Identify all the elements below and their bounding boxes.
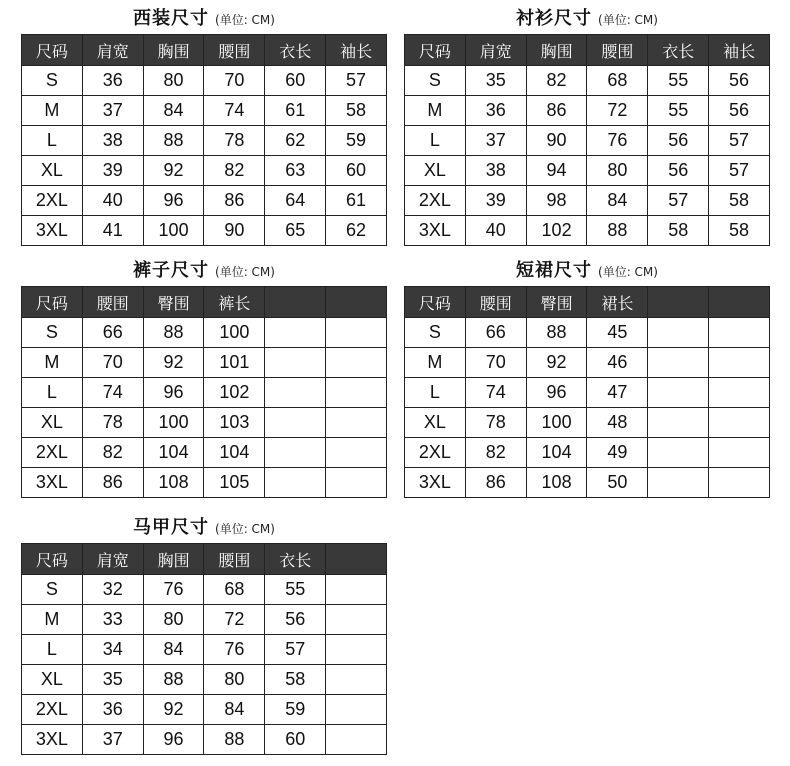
- measurement-cell: 102: [526, 216, 587, 246]
- measurement-cell: 68: [587, 66, 648, 96]
- measurement-cell: [326, 605, 387, 635]
- unit-label: (单位: CM): [598, 265, 658, 279]
- header-cell: 臀围: [143, 287, 204, 318]
- measurement-cell: 104: [143, 438, 204, 468]
- measurement-cell: 84: [143, 96, 204, 126]
- size-cell: 3XL: [22, 725, 83, 755]
- measurement-cell: 92: [526, 348, 587, 378]
- skirt-size-table: [404, 286, 770, 498]
- table-row: [405, 186, 770, 216]
- suit-size-title: 西装尺寸: [133, 8, 210, 29]
- measurement-cell: 55: [265, 575, 326, 605]
- measurement-cell: 57: [265, 635, 326, 665]
- table-row: [405, 378, 770, 408]
- unit-label: (单位: CM): [215, 265, 275, 279]
- measurement-cell: 58: [265, 665, 326, 695]
- measurement-cell: 32: [82, 575, 143, 605]
- size-cell: 3XL: [405, 468, 466, 498]
- measurement-cell: 102: [204, 378, 265, 408]
- vest-size-title: 马甲尺寸: [133, 517, 210, 538]
- measurement-cell: [648, 438, 709, 468]
- table-row: [22, 635, 387, 665]
- size-cell: XL: [405, 156, 466, 186]
- skirt-size-block: [404, 256, 770, 498]
- measurement-cell: 58: [709, 186, 770, 216]
- measurement-cell: [326, 635, 387, 665]
- header-cell: 尺码: [22, 544, 83, 575]
- size-cell: XL: [22, 156, 83, 186]
- size-cell: S: [22, 66, 83, 96]
- table-row: [22, 186, 387, 216]
- header-cell: [709, 287, 770, 318]
- table-row: [22, 126, 387, 156]
- header-cell: 裙长: [587, 287, 648, 318]
- header-cell: 尺码: [405, 35, 466, 66]
- size-cell: L: [405, 378, 466, 408]
- measurement-cell: 64: [265, 186, 326, 216]
- measurement-cell: 78: [465, 408, 526, 438]
- table-row: [405, 96, 770, 126]
- measurement-cell: 57: [326, 66, 387, 96]
- measurement-cell: [265, 408, 326, 438]
- unit-label: (单位: CM): [215, 13, 275, 27]
- measurement-cell: 80: [587, 156, 648, 186]
- header-cell: 胸围: [143, 35, 204, 66]
- header-cell: [326, 544, 387, 575]
- measurement-cell: [648, 378, 709, 408]
- measurement-cell: 96: [526, 378, 587, 408]
- table-row: [22, 216, 387, 246]
- measurement-cell: 70: [82, 348, 143, 378]
- measurement-cell: 39: [82, 156, 143, 186]
- measurement-cell: 39: [465, 186, 526, 216]
- table-header-row: [22, 544, 387, 575]
- measurement-cell: 92: [143, 695, 204, 725]
- header-cell: 衣长: [265, 35, 326, 66]
- size-cell: L: [22, 378, 83, 408]
- measurement-cell: 104: [526, 438, 587, 468]
- table-row: [405, 216, 770, 246]
- measurement-cell: 76: [587, 126, 648, 156]
- measurement-cell: 74: [204, 96, 265, 126]
- measurement-cell: 58: [648, 216, 709, 246]
- size-cell: S: [405, 66, 466, 96]
- measurement-cell: 72: [204, 605, 265, 635]
- table-row: [22, 156, 387, 186]
- measurement-cell: [326, 725, 387, 755]
- measurement-cell: 82: [204, 156, 265, 186]
- table-row: [405, 348, 770, 378]
- measurement-cell: [648, 408, 709, 438]
- size-cell: 3XL: [22, 216, 83, 246]
- measurement-cell: 50: [587, 468, 648, 498]
- measurement-cell: 70: [465, 348, 526, 378]
- measurement-cell: 80: [204, 665, 265, 695]
- measurement-cell: 49: [587, 438, 648, 468]
- measurement-cell: 76: [204, 635, 265, 665]
- measurement-cell: 88: [587, 216, 648, 246]
- measurement-cell: [709, 378, 770, 408]
- size-cell: 3XL: [22, 468, 83, 498]
- measurement-cell: 88: [204, 725, 265, 755]
- measurement-cell: 36: [465, 96, 526, 126]
- measurement-cell: 36: [82, 695, 143, 725]
- measurement-cell: 62: [326, 216, 387, 246]
- measurement-cell: 86: [526, 96, 587, 126]
- measurement-cell: 108: [143, 468, 204, 498]
- measurement-cell: 63: [265, 156, 326, 186]
- measurement-cell: 92: [143, 348, 204, 378]
- size-cell: M: [405, 96, 466, 126]
- measurement-cell: 55: [648, 96, 709, 126]
- size-cell: XL: [22, 665, 83, 695]
- measurement-cell: [265, 378, 326, 408]
- table-row: [22, 695, 387, 725]
- size-cell: L: [22, 635, 83, 665]
- suit-size-block: [21, 4, 387, 246]
- unit-label: (单位: CM): [598, 13, 658, 27]
- measurement-cell: 35: [465, 66, 526, 96]
- header-cell: 胸围: [143, 544, 204, 575]
- table-header-row: [22, 35, 387, 66]
- measurement-cell: 60: [326, 156, 387, 186]
- size-cell: XL: [405, 408, 466, 438]
- size-cell: M: [22, 96, 83, 126]
- measurement-cell: 56: [648, 156, 709, 186]
- measurement-cell: 90: [204, 216, 265, 246]
- table-row: [405, 468, 770, 498]
- measurement-cell: 96: [143, 725, 204, 755]
- header-cell: 臀围: [526, 287, 587, 318]
- unit-label: (单位: CM): [215, 522, 275, 536]
- measurement-cell: 56: [265, 605, 326, 635]
- measurement-cell: 84: [143, 635, 204, 665]
- size-cell: M: [22, 605, 83, 635]
- measurement-cell: 84: [204, 695, 265, 725]
- size-cell: 3XL: [405, 216, 466, 246]
- measurement-cell: [648, 348, 709, 378]
- table-row: [22, 438, 387, 468]
- shirt-size-block: [404, 4, 770, 246]
- header-cell: 尺码: [22, 35, 83, 66]
- header-cell: 胸围: [526, 35, 587, 66]
- measurement-cell: 84: [587, 186, 648, 216]
- measurement-cell: 80: [143, 66, 204, 96]
- measurement-cell: 72: [587, 96, 648, 126]
- measurement-cell: [326, 348, 387, 378]
- table-header-row: [405, 35, 770, 66]
- measurement-cell: 47: [587, 378, 648, 408]
- measurement-cell: [648, 318, 709, 348]
- measurement-cell: 59: [265, 695, 326, 725]
- table-row: [405, 156, 770, 186]
- measurement-cell: 61: [326, 186, 387, 216]
- measurement-cell: 74: [82, 378, 143, 408]
- measurement-cell: 100: [204, 318, 265, 348]
- measurement-cell: 34: [82, 635, 143, 665]
- header-cell: [265, 287, 326, 318]
- measurement-cell: 104: [204, 438, 265, 468]
- table-row: [22, 96, 387, 126]
- table-row: [22, 725, 387, 755]
- skirt-size-caption: [404, 256, 770, 286]
- measurement-cell: 82: [82, 438, 143, 468]
- measurement-cell: 60: [265, 725, 326, 755]
- measurement-cell: 40: [465, 216, 526, 246]
- header-cell: 裤长: [204, 287, 265, 318]
- measurement-cell: [265, 468, 326, 498]
- measurement-cell: [709, 438, 770, 468]
- header-cell: 袖长: [709, 35, 770, 66]
- measurement-cell: [326, 575, 387, 605]
- measurement-cell: 33: [82, 605, 143, 635]
- header-cell: 肩宽: [465, 35, 526, 66]
- size-cell: 2XL: [22, 695, 83, 725]
- pants-size-caption: [21, 256, 387, 286]
- header-cell: [326, 287, 387, 318]
- header-cell: 腰围: [204, 544, 265, 575]
- size-cell: XL: [22, 408, 83, 438]
- measurement-cell: [326, 318, 387, 348]
- table-row: [22, 468, 387, 498]
- measurement-cell: 57: [709, 126, 770, 156]
- measurement-cell: 88: [143, 665, 204, 695]
- table-row: [405, 318, 770, 348]
- measurement-cell: 62: [265, 126, 326, 156]
- measurement-cell: 88: [143, 318, 204, 348]
- size-cell: M: [405, 348, 466, 378]
- vest-size-caption: [21, 513, 387, 543]
- measurement-cell: 46: [587, 348, 648, 378]
- measurement-cell: 100: [143, 408, 204, 438]
- table-row: [405, 438, 770, 468]
- measurement-cell: 38: [465, 156, 526, 186]
- header-cell: 腰围: [587, 35, 648, 66]
- table-row: [22, 575, 387, 605]
- size-cell: 2XL: [405, 186, 466, 216]
- shirt-size-table: [404, 34, 770, 246]
- measurement-cell: [326, 665, 387, 695]
- measurement-cell: 60: [265, 66, 326, 96]
- measurement-cell: 57: [709, 156, 770, 186]
- measurement-cell: 37: [82, 96, 143, 126]
- measurement-cell: 40: [82, 186, 143, 216]
- vest-size-block: [21, 513, 387, 755]
- table-row: [405, 126, 770, 156]
- pants-size-table: [21, 286, 387, 498]
- header-cell: 衣长: [648, 35, 709, 66]
- header-cell: 肩宽: [82, 544, 143, 575]
- table-header-row: [22, 287, 387, 318]
- size-cell: L: [22, 126, 83, 156]
- measurement-cell: [709, 408, 770, 438]
- measurement-cell: 94: [526, 156, 587, 186]
- pants-size-block: [21, 256, 387, 498]
- measurement-cell: 65: [265, 216, 326, 246]
- measurement-cell: 82: [465, 438, 526, 468]
- measurement-cell: 90: [526, 126, 587, 156]
- measurement-cell: [265, 438, 326, 468]
- header-cell: [648, 287, 709, 318]
- measurement-cell: [326, 695, 387, 725]
- measurement-cell: 88: [143, 126, 204, 156]
- measurement-cell: 82: [526, 66, 587, 96]
- measurement-cell: [326, 438, 387, 468]
- measurement-cell: [709, 318, 770, 348]
- measurement-cell: 59: [326, 126, 387, 156]
- measurement-cell: 55: [648, 66, 709, 96]
- measurement-cell: 76: [143, 575, 204, 605]
- measurement-cell: [326, 468, 387, 498]
- measurement-cell: 78: [82, 408, 143, 438]
- measurement-cell: 61: [265, 96, 326, 126]
- measurement-cell: 68: [204, 575, 265, 605]
- measurement-cell: 58: [709, 216, 770, 246]
- measurement-cell: 66: [82, 318, 143, 348]
- measurement-cell: 36: [82, 66, 143, 96]
- measurement-cell: 57: [648, 186, 709, 216]
- measurement-cell: 103: [204, 408, 265, 438]
- size-cell: 2XL: [405, 438, 466, 468]
- suit-size-table: [21, 34, 387, 246]
- shirt-size-title: 衬衫尺寸: [516, 8, 593, 29]
- measurement-cell: 41: [82, 216, 143, 246]
- table-row: [405, 66, 770, 96]
- measurement-cell: [709, 348, 770, 378]
- measurement-cell: [265, 348, 326, 378]
- table-header-row: [405, 287, 770, 318]
- measurement-cell: [709, 468, 770, 498]
- header-cell: 衣长: [265, 544, 326, 575]
- table-row: [22, 665, 387, 695]
- suit-size-caption: [21, 4, 387, 34]
- header-cell: 腰围: [82, 287, 143, 318]
- measurement-cell: 56: [709, 66, 770, 96]
- measurement-cell: 88: [526, 318, 587, 348]
- measurement-cell: 86: [465, 468, 526, 498]
- size-cell: S: [22, 318, 83, 348]
- measurement-cell: [648, 468, 709, 498]
- measurement-cell: 58: [326, 96, 387, 126]
- size-cell: S: [22, 575, 83, 605]
- measurement-cell: 100: [526, 408, 587, 438]
- measurement-cell: 101: [204, 348, 265, 378]
- table-row: [22, 378, 387, 408]
- measurement-cell: 96: [143, 186, 204, 216]
- measurement-cell: 38: [82, 126, 143, 156]
- measurement-cell: [265, 318, 326, 348]
- size-cell: M: [22, 348, 83, 378]
- measurement-cell: 37: [82, 725, 143, 755]
- header-cell: 袖长: [326, 35, 387, 66]
- header-cell: 肩宽: [82, 35, 143, 66]
- size-cell: S: [405, 318, 466, 348]
- measurement-cell: 70: [204, 66, 265, 96]
- measurement-cell: 92: [143, 156, 204, 186]
- measurement-cell: 108: [526, 468, 587, 498]
- measurement-cell: 86: [82, 468, 143, 498]
- header-cell: 腰围: [204, 35, 265, 66]
- measurement-cell: 56: [709, 96, 770, 126]
- measurement-cell: 45: [587, 318, 648, 348]
- measurement-cell: 35: [82, 665, 143, 695]
- skirt-size-title: 短裙尺寸: [516, 260, 593, 281]
- measurement-cell: [326, 378, 387, 408]
- measurement-cell: 100: [143, 216, 204, 246]
- measurement-cell: 48: [587, 408, 648, 438]
- size-cell: 2XL: [22, 186, 83, 216]
- measurement-cell: 74: [465, 378, 526, 408]
- measurement-cell: [326, 408, 387, 438]
- table-row: [22, 66, 387, 96]
- size-cell: L: [405, 126, 466, 156]
- table-row: [22, 605, 387, 635]
- shirt-size-caption: [404, 4, 770, 34]
- vest-size-table: [21, 543, 387, 755]
- measurement-cell: 98: [526, 186, 587, 216]
- table-row: [405, 408, 770, 438]
- size-cell: 2XL: [22, 438, 83, 468]
- measurement-cell: 96: [143, 378, 204, 408]
- measurement-cell: 56: [648, 126, 709, 156]
- measurement-cell: 86: [204, 186, 265, 216]
- table-row: [22, 408, 387, 438]
- measurement-cell: 80: [143, 605, 204, 635]
- header-cell: 尺码: [22, 287, 83, 318]
- measurement-cell: 78: [204, 126, 265, 156]
- table-row: [22, 348, 387, 378]
- measurement-cell: 105: [204, 468, 265, 498]
- header-cell: 尺码: [405, 287, 466, 318]
- pants-size-title: 裤子尺寸: [133, 260, 210, 281]
- measurement-cell: 66: [465, 318, 526, 348]
- table-row: [22, 318, 387, 348]
- header-cell: 腰围: [465, 287, 526, 318]
- measurement-cell: 37: [465, 126, 526, 156]
